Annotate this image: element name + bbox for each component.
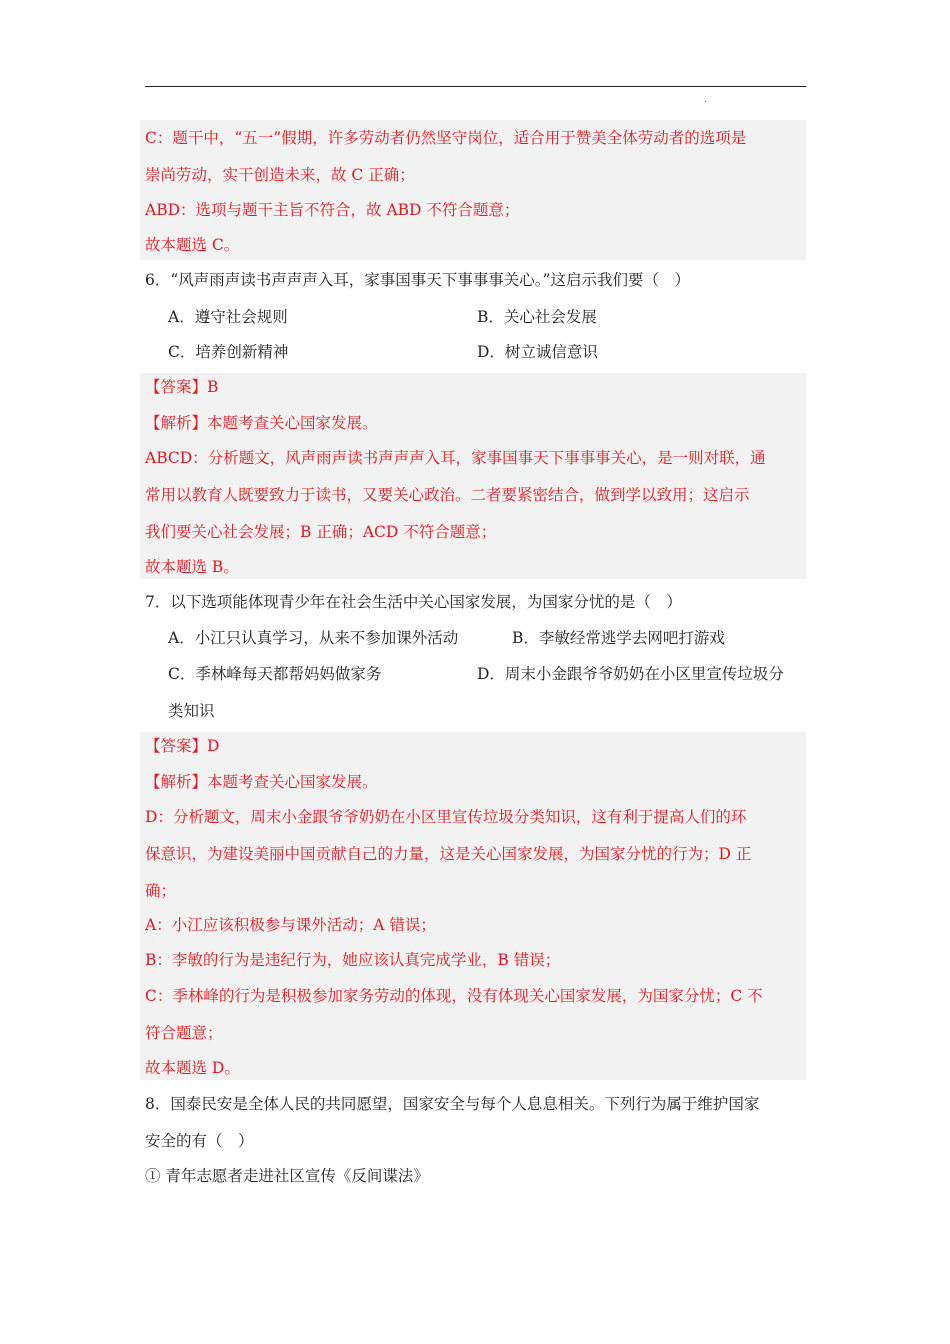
q7-analysis-line: 确； bbox=[145, 882, 177, 900]
q5-analysis-line: C：题干中，“五一”假期，许多劳动者仍然坚守岗位，适合用于赞美全体劳动者的选项是 bbox=[145, 129, 747, 147]
q7-analysis-line: B：李敏的行为是违纪行为，她应该认真完成学业，B 错误； bbox=[145, 951, 561, 969]
q6-option-b: B．关心社会发展 bbox=[477, 308, 597, 326]
q7-analysis-line: 保意识，为建设美丽中国贡献自己的力量，这是关心国家发展，为国家分忧的行为；D 正 bbox=[145, 845, 752, 863]
q6-option-c: C．培养创新精神 bbox=[168, 343, 289, 361]
q5-analysis-line: 崇尚劳动，实干创造未来，故 C 正确； bbox=[145, 166, 415, 184]
q7-option-d-continued: 类知识 bbox=[168, 702, 215, 720]
q7-option-d: D．周末小金跟爷爷奶奶在小区里宣传垃圾分 bbox=[477, 665, 784, 683]
q7-analysis-line: 符合题意； bbox=[145, 1024, 223, 1042]
q6-analysis-line: ABCD：分析题文，风声雨声读书声声声入耳，家事国事天下事事事关心，是一则对联，通 bbox=[145, 449, 766, 467]
q8-item-1: ① 青年志愿者走进社区宣传《反间谍法》 bbox=[145, 1167, 429, 1185]
q5-analysis-line: 故本题选 C。 bbox=[145, 236, 240, 254]
q6-analysis-line: 我们要关心社会发展；B 正确；ACD 不符合题意； bbox=[145, 523, 497, 541]
q8-stem: 8．国泰民安是全体人民的共同愿望，国家安全与每个人息息相关。下列行为属于维护国家 bbox=[145, 1095, 760, 1113]
q6-answer: 【答案】B bbox=[145, 378, 219, 396]
q7-answer: 【答案】D bbox=[145, 737, 220, 755]
header-mark: . bbox=[704, 94, 708, 105]
q7-option-a: A．小江只认真学习，从来不参加课外活动 bbox=[168, 629, 459, 647]
q7-analysis-line: D：分析题文，周末小金跟爷爷奶奶在小区里宣传垃圾分类知识，这有利于提高人们的环 bbox=[145, 808, 747, 826]
q7-option-b: B．李敏经常逃学去网吧打游戏 bbox=[512, 629, 725, 647]
q6-analysis-line: 常用以教育人既要致力于读书，又要关心政治。二者要紧密结合，做到学以致用；这启示 bbox=[145, 486, 750, 504]
q7-analysis-line: 【解析】本题考查关心国家发展。 bbox=[145, 773, 378, 791]
q7-analysis-line: 故本题选 D。 bbox=[145, 1059, 240, 1077]
q6-analysis-line: 故本题选 B。 bbox=[145, 558, 239, 576]
header-rule bbox=[145, 86, 806, 87]
q6-analysis-line: 【解析】本题考查关心国家发展。 bbox=[145, 414, 378, 432]
q6-stem: 6．“风声雨声读书声声声入耳，家事国事天下事事事关心。”这启示我们要（ ） bbox=[145, 271, 690, 289]
q5-analysis-line: ABD：选项与题干主旨不符合，故 ABD 不符合题意； bbox=[145, 201, 520, 219]
q6-option-a: A．遵守社会规则 bbox=[168, 308, 288, 326]
q6-option-d: D．树立诚信意识 bbox=[477, 343, 598, 361]
q6-analysis-background bbox=[140, 373, 806, 579]
q8-stem: 安全的有（ ） bbox=[145, 1132, 254, 1150]
q7-analysis-line: C：季林峰的行为是积极参加家务劳动的体现，没有体现关心国家发展，为国家分忧；C 不 bbox=[145, 987, 763, 1005]
q7-analysis-line: A：小江应该积极参与课外活动；A 错误； bbox=[145, 916, 436, 934]
q7-option-c: C．季林峰每天都帮妈妈做家务 bbox=[168, 665, 382, 683]
q7-stem: 7．以下选项能体现青少年在社会生活中关心国家发展，为国家分忧的是（ ） bbox=[145, 593, 682, 611]
